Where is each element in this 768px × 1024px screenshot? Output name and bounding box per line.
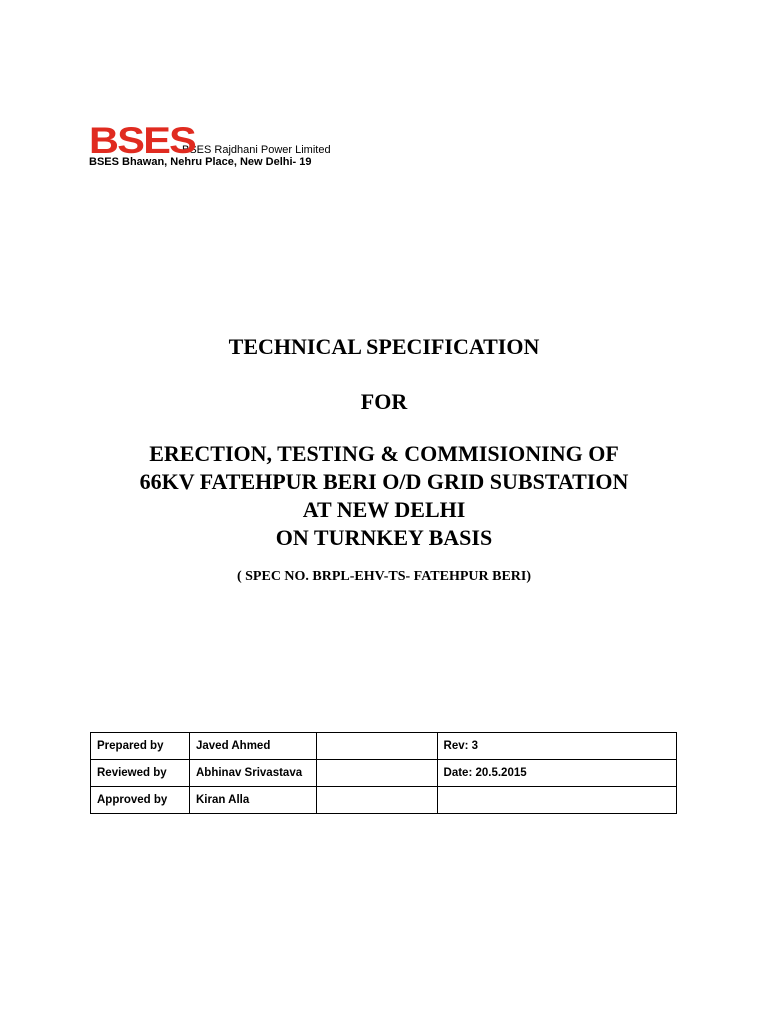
- table-row: [91, 760, 677, 787]
- blank-cell: [317, 760, 437, 787]
- blank-cell: [317, 787, 437, 814]
- spec-number: ( SPEC NO. BRPL-EHV-TS- FATEHPUR BERI): [236, 569, 531, 584]
- bses-logo: BSES: [89, 120, 196, 161]
- role-cell: Prepared by: [91, 733, 190, 760]
- blank-cell: [317, 733, 437, 760]
- signoff-table: [90, 732, 677, 814]
- project-title-line: ERECTION, TESTING & COMMISIONING OF: [149, 441, 619, 466]
- role-cell: Reviewed by: [91, 760, 190, 787]
- document-title: TECHNICAL SPECIFICATION: [228, 334, 540, 359]
- name-cell: Kiran Alla: [190, 787, 317, 814]
- extra-cell: Date: 20.5.2015: [437, 760, 676, 787]
- name-cell: Abhinav Srivastava: [190, 760, 317, 787]
- title-for: FOR: [360, 389, 408, 414]
- extra-cell: [437, 787, 676, 814]
- project-title-line: 66KV FATEHPUR BERI O/D GRID SUBSTATION: [139, 469, 629, 494]
- letterhead: [89, 120, 331, 169]
- name-cell: Javed Ahmed: [190, 733, 317, 760]
- extra-cell: Rev: 3: [437, 733, 676, 760]
- role-cell: Approved by: [91, 787, 190, 814]
- table-row: [91, 733, 677, 760]
- logo-row: [89, 120, 331, 161]
- table-row: [91, 787, 677, 814]
- project-title: [0, 440, 768, 552]
- company-name: BSES Rajdhani Power Limited: [182, 144, 331, 156]
- project-title-line: AT NEW DELHI: [302, 497, 466, 522]
- project-title-line: ON TURNKEY BASIS: [275, 525, 493, 550]
- company-address: BSES Bhawan, Nehru Place, New Delhi- 19: [89, 156, 312, 168]
